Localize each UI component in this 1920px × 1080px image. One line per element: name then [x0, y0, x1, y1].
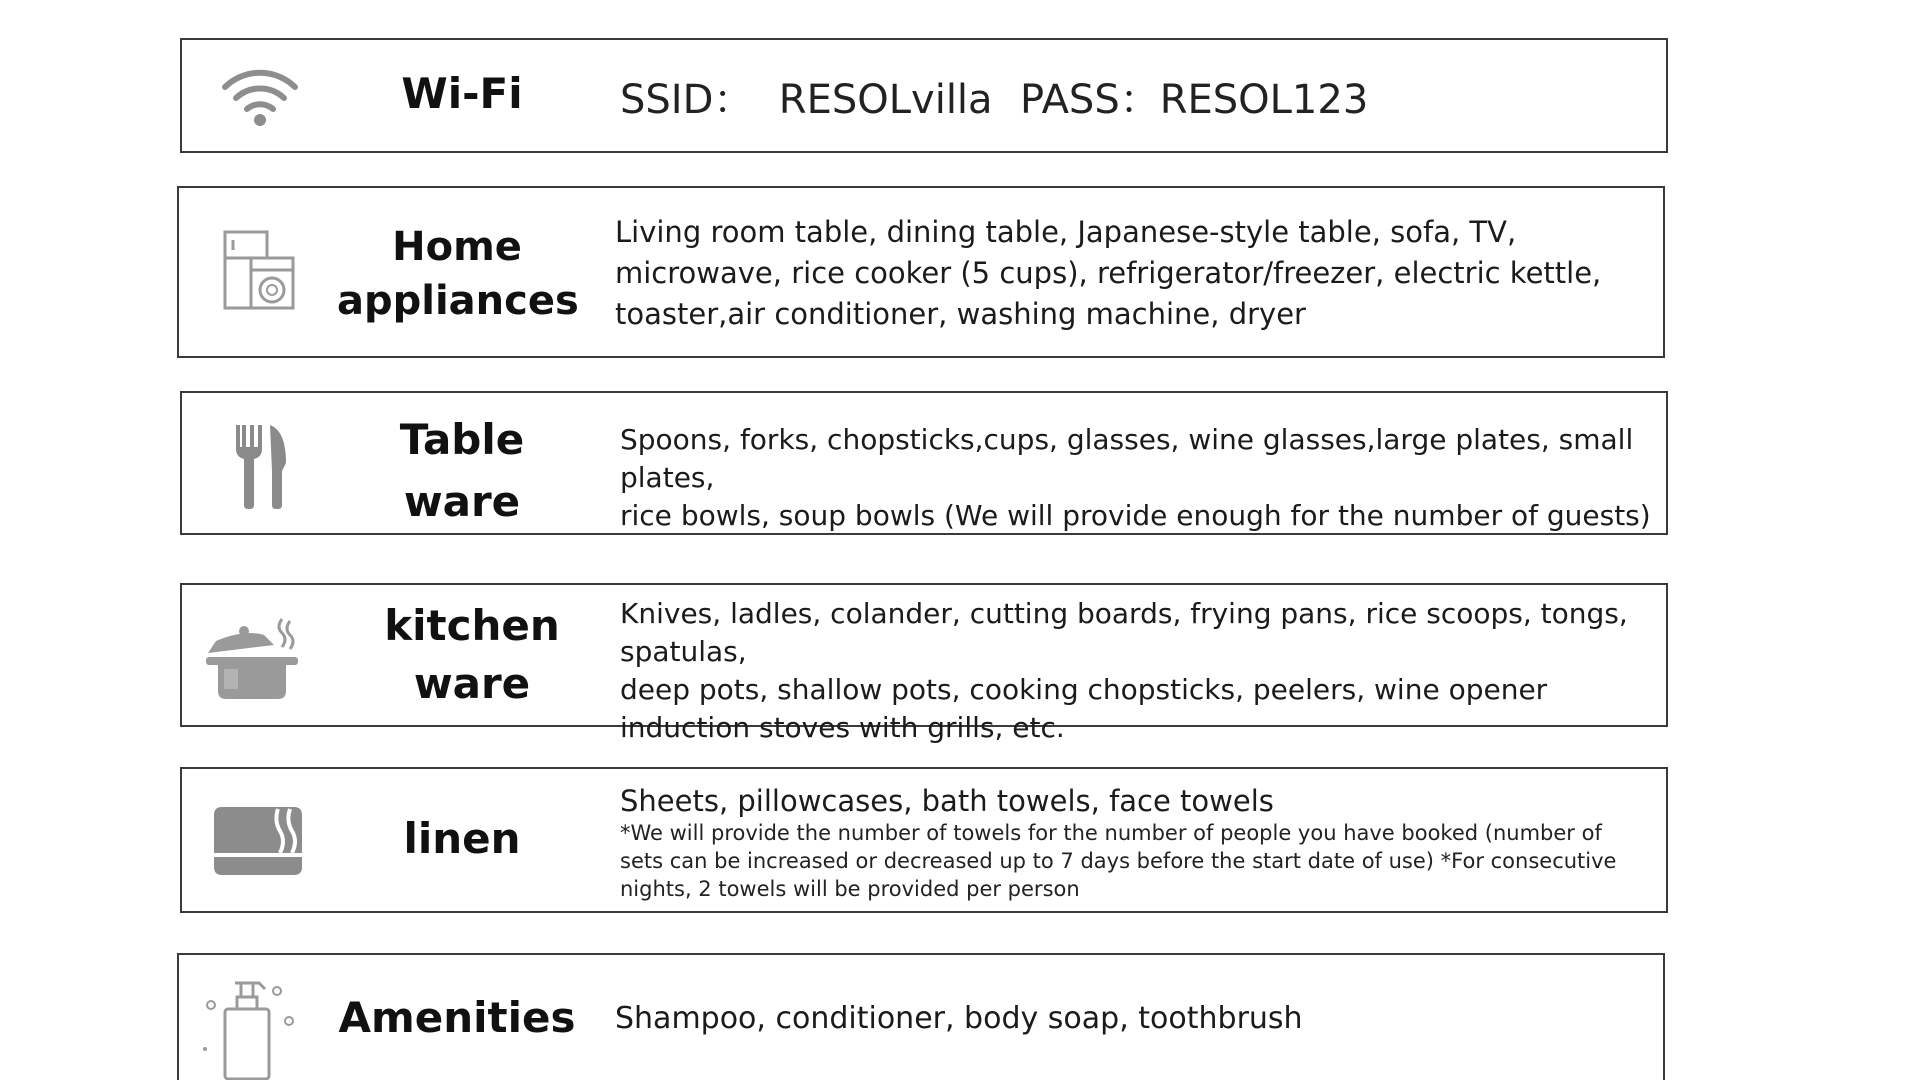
- wifi-row: [180, 38, 1668, 153]
- wifi-password: PASS：RESOL123: [1020, 77, 1369, 123]
- appliances-icon: [209, 226, 309, 316]
- linen-content: [620, 783, 1650, 903]
- wifi-ssid: SSID： RESOLvilla: [620, 77, 993, 123]
- cooking-pot-icon: [202, 613, 302, 703]
- linen-title: linen: [403, 814, 521, 863]
- linen-row: [180, 767, 1668, 913]
- tableware-title: Table ware: [399, 415, 525, 526]
- amenities-title: Amenities: [338, 993, 576, 1042]
- home-appliances-row: [177, 186, 1665, 358]
- home-appliances-title: Home appliances: [337, 224, 579, 324]
- tableware-row: [180, 391, 1668, 535]
- tableware-description: Spoons, forks, chopsticks,cups, glasses, wine glasses,large plates, small plates, rice bowls, soup bowls (We will provide enough for the number of guests): [620, 423, 1651, 532]
- wifi-title: Wi-Fi: [401, 69, 523, 118]
- kitchenware-row: [180, 583, 1668, 744]
- kitchenware-title: kitchen ware: [384, 601, 560, 708]
- kitchenware-description: Knives, ladles, colander, cutting boards, frying pans, rice scoops, tongs, spatulas, deep pots, shallow pots, cooking chopsticks, peelers, wine opener induction stoves with grills, etc.: [620, 597, 1628, 744]
- soap-bottle-icon: [201, 975, 301, 1080]
- linen-description: Sheets, pillowcases, bath towels, face towels: [620, 784, 1274, 818]
- towel-icon: [208, 799, 308, 883]
- fork-knife-icon: [210, 421, 310, 511]
- linen-note: *We will provide the number of towels for the number of people you have booked (number of sets can be increased or decreased up to 7 days before the start date of use) *For consecutive nights, 2 towels will be provided per person: [620, 821, 1617, 901]
- wifi-icon: [210, 60, 310, 132]
- amenities-description: Shampoo, conditioner, body soap, toothbrush: [615, 1001, 1303, 1036]
- home-appliances-description: Living room table, dining table, Japanese-style table, sofa, TV, microwave, rice cooker (5 cups), refrigerator/freezer, electric kettle, toaster,air conditioner, washing machine, dryer: [615, 215, 1602, 331]
- amenities-row: [177, 953, 1665, 1080]
